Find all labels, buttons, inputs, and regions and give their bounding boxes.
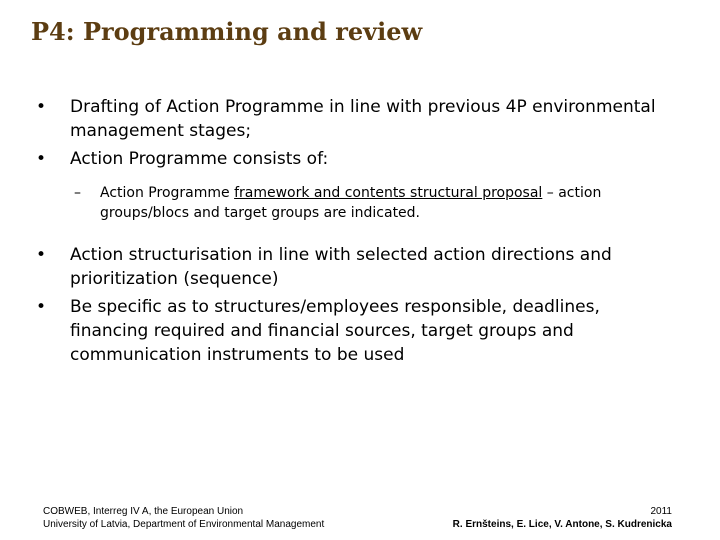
slide-title: P4: Programming and review <box>31 17 423 46</box>
bullet-item <box>30 243 670 291</box>
bullet-marker: • <box>36 297 47 317</box>
bullet-marker: • <box>36 245 47 265</box>
bullet-item <box>30 147 670 171</box>
sub-bullet-marker: – <box>74 185 81 201</box>
sub-bullet-suffix: – action groups/blocs and target groups are indicated. <box>100 185 602 221</box>
footer-university-line: University of Latvia, Department of Environmental Management <box>43 519 325 530</box>
slide-content <box>30 95 670 371</box>
footer-year: 2011 <box>650 506 672 517</box>
sub-bullet-underlined-text: framework and contents structural proposal <box>234 185 543 201</box>
bullet-marker: • <box>36 149 47 169</box>
footer-right <box>453 505 672 531</box>
footer-authors: R. Ernšteins, E. Lice, V. Antone, S. Kudrenicka <box>452 519 672 530</box>
footer-left <box>43 505 324 531</box>
sub-bullet-item <box>30 183 670 223</box>
bullet-text: Action structurisation in line with selected action directions and prioritization (sequence) <box>70 245 612 289</box>
sub-bullet-prefix: Action Programme <box>100 185 235 201</box>
footer-project-line: COBWEB, Interreg IV A, the European Union <box>43 506 244 517</box>
bullet-text: Action Programme consists of: <box>70 149 329 169</box>
bullet-text: Be specific as to structures/employees responsible, deadlines, financing required and financial sources, target groups and communication instruments to be used <box>70 297 600 365</box>
bullet-item <box>30 295 670 367</box>
bullet-text: Drafting of Action Programme in line with previous 4P environmental management stages; <box>70 97 656 141</box>
bullet-item <box>30 95 670 143</box>
bullet-marker: • <box>36 97 47 117</box>
